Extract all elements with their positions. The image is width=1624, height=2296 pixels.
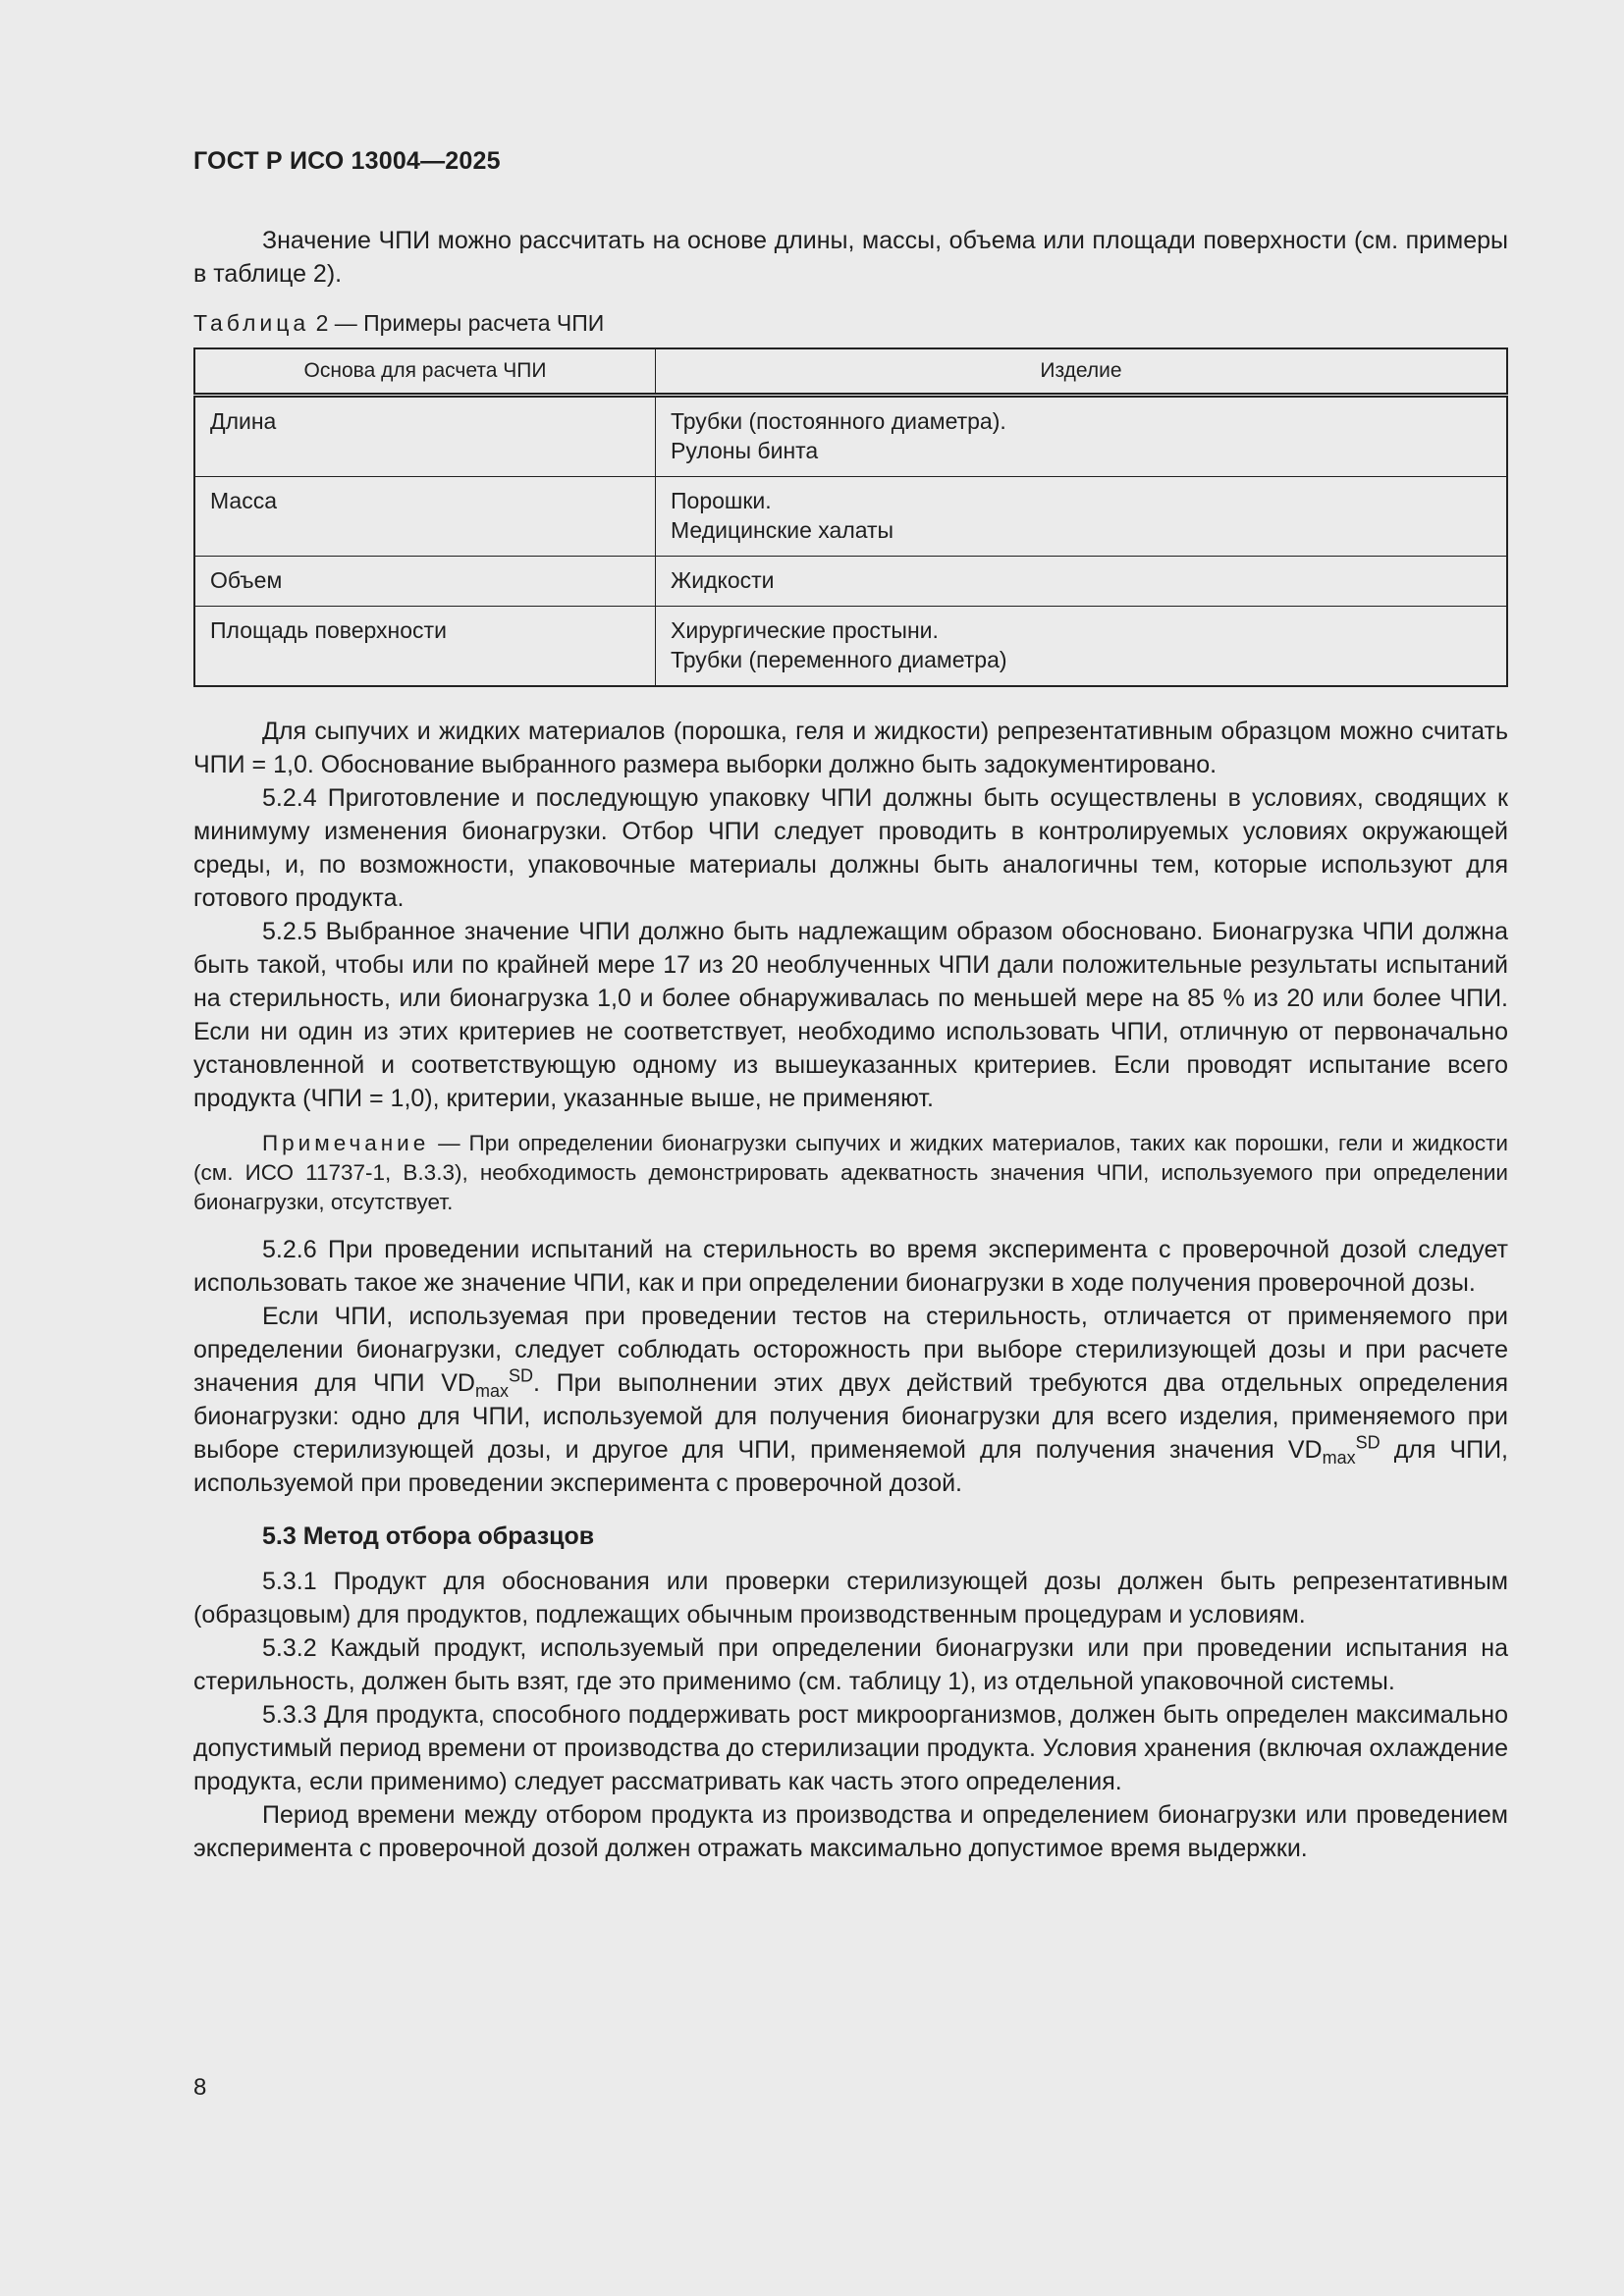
paragraph-5-2-5: 5.2.5 Выбранное значение ЧПИ должно быть надлежащим образом обосновано. Бионагрузка ЧПИ должна быть такой, чтобы или по крайней мере 17 из 20 необлученных ЧПИ дали положительные результаты испытаний на стерильность, или бионагрузка 1,0 и более обнаруживалась по меньшей мере на 85 % из 20 или более ЧПИ. Если ни один из этих критериев не соответствует, необходимо использовать ЧПИ, отличную от первоначально установленной и соответствующую одному из вышеуказанных критериев. Если проводят испытание всего продукта (ЧПИ = 1,0), критерии, указанные выше, не применяют. [193, 918, 1508, 1112]
note-text: — При определении бионагрузки сыпучих и жидких материалов, таких как порошки, гели и жидкости (см. ИСО 11737-1, В.3.3), необходимость демонстрировать адекватность значения ЧПИ, используемого при определении бионагрузки, отсутствует. [193, 1131, 1508, 1214]
paragraph-5-3-3: 5.3.3 Для продукта, способного поддерживать рост микроорганизмов, должен быть определен максимально допустимый период времени от производства до стерилизации продукта. Условия хранения (включая охлаждение продукта, если применимо) следует рассматривать как часть этого определения. [193, 1701, 1508, 1795]
table-caption-text: 2 — Примеры расчета ЧПИ [315, 310, 605, 336]
table-cell-item: Трубки (постоянного диаметра). [671, 408, 1006, 434]
text-run: Если ЧПИ, используемая при проведении тестов на стерильность, отличается от применяемого при определении бионагрузки, следует соблюдать осторожность при выборе стерилизующей дозы и при расчете значения для ЧПИ VD [193, 1303, 1508, 1397]
table-cell-items [656, 607, 1508, 687]
table-caption [193, 308, 1508, 338]
table-cell-item: Трубки (переменного диаметра) [671, 647, 1007, 672]
table-cell-basis: Площадь поверхности [194, 607, 656, 687]
superscript-sd: SD [508, 1365, 533, 1386]
paragraph-5-3-2: 5.3.2 Каждый продукт, используемый при определении бионагрузки или при проведении испытания на стерильность, должен быть взят, где это применимо (см. таблицу 1), из отдельной упаковочной системы. [193, 1634, 1508, 1695]
section-heading-5-3: 5.3 Метод отбора образцов [262, 1522, 595, 1550]
note [193, 1129, 1508, 1217]
examples-table [193, 347, 1508, 687]
table-caption-label: Таблица [193, 310, 310, 336]
table-row [194, 477, 1507, 557]
paragraph-time-period: Период времени между отбором продукта из производства и определением бионагрузки или проведением эксперимента с проверочной дозой должен отражать максимально допустимое время выдержки. [193, 1801, 1508, 1862]
paragraph-5-2-4: 5.2.4 Приготовление и последующую упаковку ЧПИ должны быть осуществлены в условиях, сводящих к минимуму изменения бионагрузки. Отбор ЧПИ следует проводить в контролируемых условиях окружающей среды, и, по возможности, упаковочные материалы должны быть аналогичны тем, которые используют для готового продукта. [193, 784, 1508, 912]
note-label: Примечание [262, 1131, 430, 1155]
document-body [193, 224, 1508, 1865]
table-cell-item: Хирургические простыни. [671, 617, 939, 643]
table-header-basis: Основа для расчета ЧПИ [194, 348, 656, 396]
page-number: 8 [193, 2074, 207, 2101]
table-cell-item: Порошки. [671, 488, 772, 513]
table-cell-items [656, 477, 1508, 557]
table-cell-items [656, 557, 1508, 607]
table-row [194, 557, 1507, 607]
table-cell-basis: Объем [194, 557, 656, 607]
table-row [194, 396, 1507, 477]
paragraph-bulk-materials: Для сыпучих и жидких материалов (порошка, геля и жидкости) репрезентативным образцом можно считать ЧПИ = 1,0. Обоснование выбранного размера выборки должно быть задокументировано. [193, 718, 1508, 778]
section-body [193, 715, 1508, 1865]
table-row [194, 607, 1507, 687]
paragraph-5-2-6: 5.2.6 При проведении испытаний на стерильность во время эксперимента с проверочной дозой следует использовать такое же значение ЧПИ, как и при определении бионагрузки в ходе получения проверочной дозы. [193, 1236, 1508, 1297]
table-cell-item: Жидкости [671, 567, 775, 593]
document-header: ГОСТ Р ИСО 13004—2025 [193, 147, 501, 175]
table-cell-items [656, 396, 1508, 477]
table-header-row [194, 348, 1507, 396]
table-cell-basis: Длина [194, 396, 656, 477]
intro-paragraph: Значение ЧПИ можно рассчитать на основе длины, массы, объема или площади поверхности (см. примеры в таблице 2). [193, 227, 1508, 288]
table-cell-item: Медицинские халаты [671, 517, 894, 543]
superscript-sd: SD [1355, 1432, 1380, 1453]
table-header-product: Изделие [656, 348, 1508, 396]
subscript-max: max [1322, 1448, 1356, 1468]
paragraph-different-spi [193, 1300, 1508, 1500]
table-cell-item: Рулоны бинта [671, 438, 819, 463]
text-run: . При выполнении этих двух действий требуются два отдельных определения бионагрузки: одно для ЧПИ, используемой для получения бионагрузки для всего изделия, применяемого при выборе стерилизующей дозы, и другое для ЧПИ, применяемой для получения значения VD [193, 1369, 1509, 1464]
text-run: для ЧПИ, используемой при проведении эксперимента с проверочной дозой. [193, 1436, 1508, 1497]
subscript-max: max [474, 1381, 509, 1401]
table-cell-basis: Масса [194, 477, 656, 557]
paragraph-5-3-1: 5.3.1 Продукт для обоснования или проверки стерилизующей дозы должен быть репрезентативным (образцовым) для продуктов, подлежащих обычным производственным процедурам и условиям. [193, 1568, 1508, 1629]
